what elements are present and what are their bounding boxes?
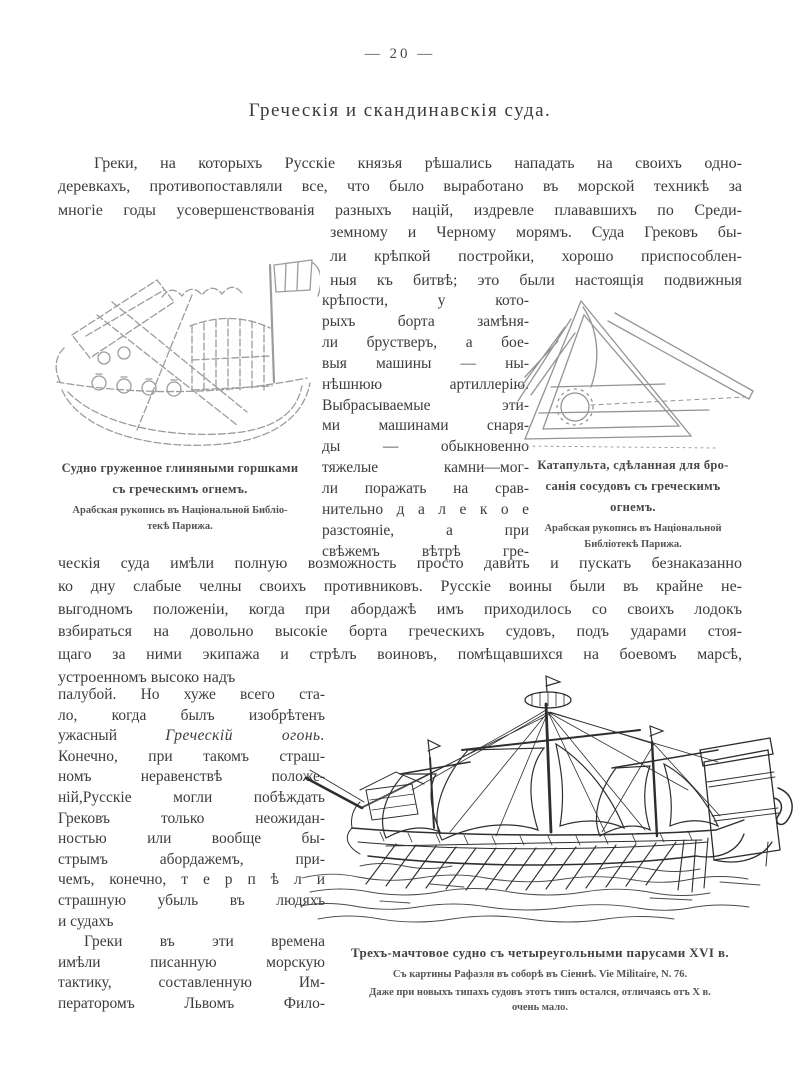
text-lines-new-paragraph: Греки въ эти времена имѣли писанную морскую тактику, составленную Им- ператоромъ Львомъ Фило- (58, 933, 325, 1012)
caption-source: Арабская рукопись въ Національной Библіо- текѣ Парижа. (72, 505, 288, 532)
paragraph-intro: Греки, на которыхъ Русскіе князья рѣшались нападать на своихъ одно- деревкахъ, противопоставляли все, что было выработано въ морской техникѣ за многіе годы усовершенствованія разныхъ націй, издревле плававшихъ по Среди- (58, 155, 742, 219)
caption-three-masted-ship (312, 944, 768, 1015)
figure-catapult (513, 289, 756, 456)
text-line-with-italic (58, 726, 325, 747)
caption-source: Арабская рукопись въ Національной Библіотекѣ Парижа. (544, 523, 722, 550)
caption-text: Катапульта, сдѣланная для бро- санія сосудовъ съ греческимъ огнемъ. (537, 458, 729, 514)
three-masted-ship-illustration (300, 670, 795, 932)
caption-catapult (503, 455, 763, 552)
text-lines: Конечно, при такомъ страш- номъ неравенствѣ положе- ній,Русскіе могли побѣждать Грековъ только неожидан- ностью или вообще бы- стрымъ абордажемъ, при- чемъ, конечно, т е р п ѣ л и страшную убыль въ людяхъ и судахъ (58, 747, 325, 930)
caption-note: Даже при новыхъ типахъ судовъ этотъ типъ остался, отличаясь отъ X в. очень мало. (369, 987, 711, 1013)
caption-greek-fire-ship (34, 458, 326, 534)
catapult-illustration (513, 289, 756, 456)
page-title: Греческія и скандинавскія суда. (248, 100, 552, 121)
paragraph-main: ческія суда имѣли полную возможность просто давить и пускать безнаказанно ко дну слабые челны своихъ противниковъ. Русскіе воины были въ крайне не- выгодномъ положеніи, когда при абордажѣ имъ приходилось со своихъ лодокъ взбираться на довольно высокіе борта греческихъ судовъ, подъ ударами стоя- щаго за ними экипажа и стрѣлъ воиновъ, помѣщавшихся на боевомъ марсѣ, устроенномъ высоко надъ (58, 555, 742, 686)
italic-line-prefix: ужасный (58, 727, 166, 745)
body-column-middle: крѣпости, у кото- рыхъ борта замѣня- ли брустверъ, а бое- выя машины — ны- нѣшнюю артиллерію. Выбрасываемые эти- ми машинами снаря- ды — обыкновенно тяжелые камни—мог- ли поражать на срав- нительно д а л е к о е разстояніе, а при свѣжемъ вѣтрѣ гре- (322, 292, 529, 560)
caption-source: Съ картины Рафаэля въ соборѣ въ Сіеннѣ. Vie Militaire, N. 76. (392, 969, 688, 980)
figure-greek-fire-ship (42, 240, 320, 454)
text-lines: палубой. Но хуже всего ста- ло, когда былъ изобрѣтенъ (58, 686, 325, 724)
caption-title: Трехъ-мачтовое судно съ четыреугольными парусами XVI в. (350, 945, 730, 960)
body-column-right-top: земному и Черному морямъ. Суда Грековъ бы- ли крѣпкой постройки, хорошо приспособлен- ныя къ битвѣ; это были настоящія подвижныя (330, 224, 742, 289)
greek-fire-italic: Греческій огонь. (165, 727, 325, 745)
body-column-left (58, 685, 325, 1015)
figure-three-masted-ship (300, 670, 795, 932)
greek-fire-ship-illustration (42, 240, 320, 454)
caption-text: Судно груженное глиняными горшками съ греческимъ огнемъ. (61, 461, 299, 496)
page-number: — 20 — (364, 46, 436, 62)
